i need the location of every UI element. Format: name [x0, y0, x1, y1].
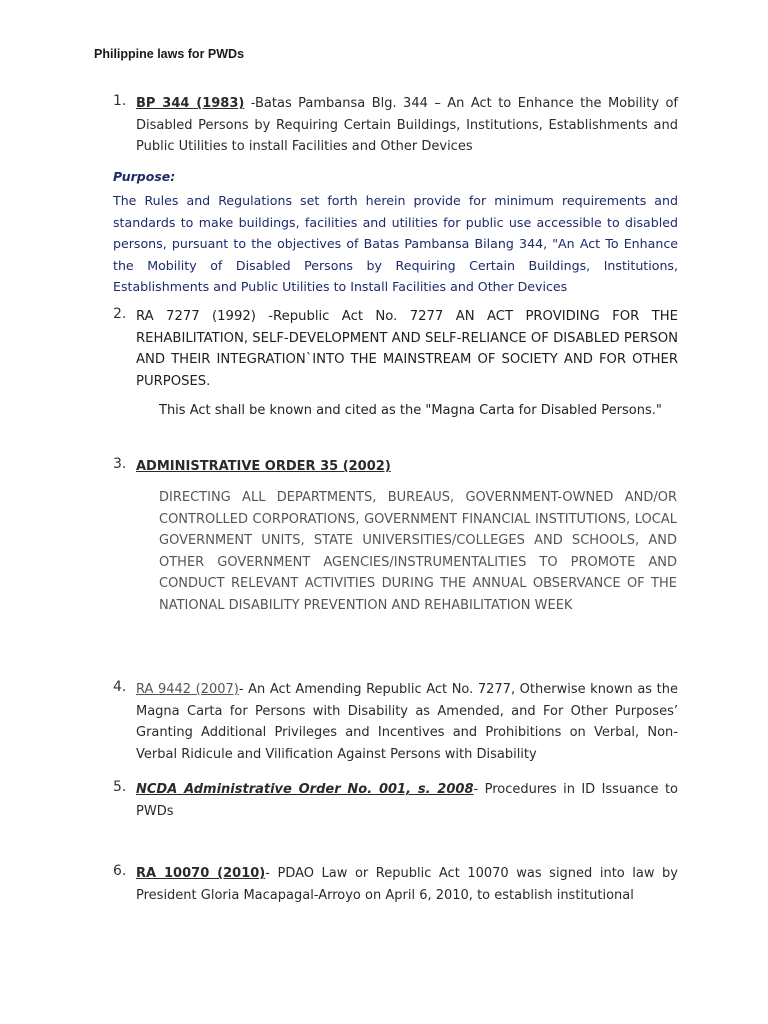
list-item-1	[113, 93, 678, 158]
administrative-order-body: DIRECTING ALL DEPARTMENTS, BUREAUS, GOVERNMENT-OWNED AND/OR CONTROLLED CORPORATIONS, GOVERNMENT FINANCIAL INSTITUTIONS, LOCAL GOVERNMENT UNITS, STATE UNIVERSITIES/COLLEGES AND SCHOOLS, AND OTHER GOVERNMENT AGENCIES/INSTRUMENTALITIES TO PROMOTE AND CONDUCT RELEVANT ACTIVITIES DURING THE ANNUAL OBSERVANCE OF THE NATIONAL DISABILITY PREVENTION AND REHABILITATION WEEK	[159, 490, 677, 613]
law-description: - PDAO Law or Republic Act 10070 was signed into law by President Gloria Macapagal-Arroyo on April 6, 2010, to establish institutional	[136, 866, 678, 903]
purpose-body: The Rules and Regulations set forth herein provide for minimum requirements and standards to make buildings, facilities and utilities for public use accessible to disabled persons, pursuant to the objectives of Batas Pambansa Bilang 344, "An Act To Enhance the Mobility of Disabled Persons by Requiring Certain Buildings, Institutions, Establishments and Public Utilities to Install Facilities and Other Devices	[113, 193, 678, 294]
list-item-6	[113, 863, 678, 906]
item-number: 3.	[113, 456, 127, 472]
item-text	[136, 679, 678, 765]
item-text	[136, 306, 678, 392]
law-description: -Republic Act No. 7277 AN ACT PROVIDING FOR THE REHABILITATION, SELF-DEVELOPMENT AND SELF-RELIANCE OF DISABLED PERSON AND THEIR INTEGRATION`INTO THE MAINSTREAM OF SOCIETY AND FOR OTHER PURPOSES.	[136, 309, 678, 389]
list-item-5	[113, 779, 678, 822]
page-title: Philippine laws for PWDs	[94, 47, 245, 61]
item-text	[136, 93, 678, 158]
law-description: - An Act Amending Republic Act No. 7277, Otherwise known as the Magna Carta for Persons with Disability as Amended, and For Other Purposes’ Granting Additional Privileges and Incentives and Prohibitions on Verbal, Non-Verbal Ridicule and Vilification Against Persons with Disability	[136, 682, 678, 762]
item-number: 2.	[113, 306, 127, 322]
list-item-4	[113, 679, 678, 765]
law-reference: NCDA Administrative Order No. 001, s. 2008	[136, 782, 474, 797]
item-text	[136, 863, 678, 906]
item-number: 1.	[113, 93, 127, 109]
law-reference: RA 9442 (2007)	[136, 682, 239, 697]
item-number: 4.	[113, 679, 127, 695]
item-number: 6.	[113, 863, 127, 879]
item-text	[136, 779, 678, 822]
item-number: 5.	[113, 779, 127, 795]
law-description: - Procedures in ID Issuance to PWDs	[136, 782, 678, 819]
law-reference: BP 344 (1983)	[136, 96, 245, 111]
law-description: -Batas Pambansa Blg. 344 – An Act to Enhance the Mobility of Disabled Persons by Requiring Certain Buildings, Institutions, Establishments and Public Utilities to install Facilities and Other Devices	[136, 96, 678, 154]
purpose-heading: Purpose:	[113, 169, 176, 184]
law-reference: RA 10070 (2010)	[136, 866, 266, 881]
law-reference: RA 7277 (1992)	[136, 309, 256, 324]
list-item-3	[113, 456, 678, 478]
law-reference: ADMINISTRATIVE ORDER 35 (2002)	[136, 459, 391, 474]
item-text	[136, 456, 678, 478]
magna-carta-note: This Act shall be known and cited as the "Magna Carta for Disabled Persons."	[159, 403, 662, 418]
list-item-2	[113, 306, 678, 392]
